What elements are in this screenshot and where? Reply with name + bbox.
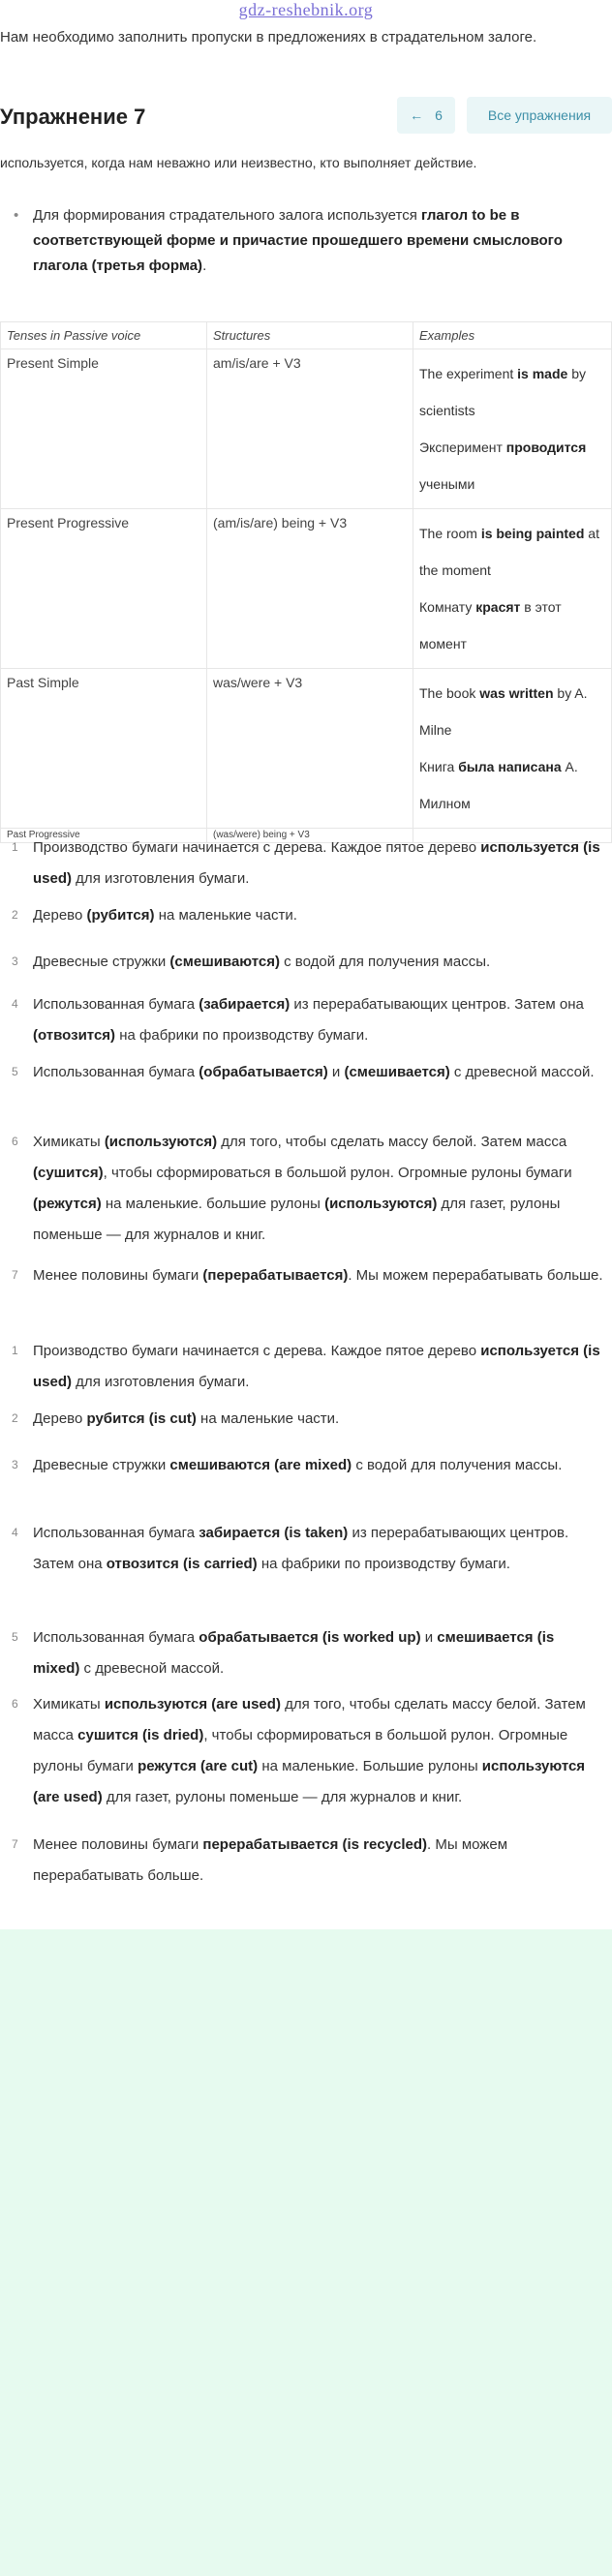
list-item-text: Древесные стружки (смешиваются) с водой для получения массы.: [33, 954, 491, 970]
list-item-number: 3: [12, 1458, 18, 1471]
list-item-number: 4: [12, 997, 18, 1011]
list-item-number: 2: [12, 908, 18, 922]
list-item-number: 4: [12, 1526, 18, 1539]
list-item-text: Древесные стружки смешиваются (are mixed) с водой для получения массы.: [33, 1457, 563, 1473]
list-item-text: Менее половины бумаги перерабатывается (is recycled). Мы можем перерабатывать больше.: [33, 1836, 508, 1884]
rule-bullet: [14, 203, 604, 279]
table-cell-example: The room is being painted at the moment Комнату красят в этот момент: [413, 509, 612, 669]
table-row: [1, 509, 612, 669]
table-cell-tense: Present Simple: [1, 349, 207, 509]
table-cell-tense: Present Progressive: [1, 509, 207, 669]
exercise-header: [0, 97, 612, 141]
table-cell-tense: Past Progressive: [1, 829, 207, 843]
answer-box: [0, 1929, 612, 2576]
all-exercises-label: Все упражнения: [487, 107, 592, 123]
list-item-number: 7: [12, 1837, 18, 1851]
list-item-text: Химикаты используются (are used) для того, чтобы сделать массу белой. Затем масса сушится (is dried), чтобы сформироваться в большой рулон. Огромные рулоны бумаги режутся (are cut) на маленькие. Большие рулоны используются (are used) для газет, рулоны поменьше — для журналов и книг.: [33, 1696, 586, 1805]
all-exercises-button[interactable]: [467, 97, 612, 134]
list-item-number: 3: [12, 955, 18, 968]
list-item-text: Использованная бумага (забирается) из перерабатывающих центров. Затем она (отвозится) на фабрики по производству бумаги.: [33, 996, 584, 1044]
table-cell-example: The book was written by A. Milne Книга была написана А. Милном: [413, 669, 612, 829]
list-item-text: Дерево рубится (is cut) на маленькие части.: [33, 1410, 340, 1427]
bullet-dot-icon: •: [14, 207, 19, 224]
rule-text: используется, когда нам неважно или неизвестно, кто выполняет действие.: [0, 155, 477, 170]
site-watermark-top[interactable]: gdz-reshebnik.org: [238, 0, 374, 19]
table-cell-structure: am/is/are + V3: [207, 349, 413, 509]
table-row: [1, 349, 612, 509]
list-item-text: Использованная бумага (обрабатывается) и (смешивается) с древесной массой.: [33, 1064, 595, 1080]
list-item-text: Производство бумаги начинается с дерева. Каждое пятое дерево используется (is used) для изготовления бумаги.: [33, 1343, 600, 1390]
list-item-number: 5: [12, 1630, 18, 1644]
list-item-number: 6: [12, 1697, 18, 1711]
exercise-title: Упражнение 7: [0, 105, 146, 129]
table-cell-example: The experiment is made by scientists Эксперимент проводится учеными: [413, 349, 612, 509]
list-item-number: 1: [12, 1344, 18, 1357]
list-item-text: Использованная бумага обрабатывается (is worked up) и смешивается (is mixed) с древесной массой.: [33, 1629, 555, 1677]
prev-exercise-label: 6: [435, 107, 443, 123]
grammar-table: [0, 321, 612, 843]
list-item-number: 5: [12, 1065, 18, 1078]
table-header: Tenses in Passive voice: [1, 322, 207, 349]
table-cell-structure: (am/is/are) being + V3: [207, 509, 413, 669]
rule-bullet-text: Для формирования страдательного залога используется глагол to be в соответствующей форме и причастие прошедшего времени смыслового глагола (третья форма).: [33, 207, 563, 274]
table-header-row: [1, 322, 612, 349]
list-item-text: Дерево (рубится) на маленькие части.: [33, 907, 297, 924]
list-item-number: 6: [12, 1135, 18, 1148]
table-header: Examples: [413, 322, 612, 349]
table-cell-structure: was/were + V3: [207, 669, 413, 829]
list-item-text: Производство бумаги начинается с дерева. Каждое пятое дерево используется (is used) для изготовления бумаги.: [33, 839, 600, 887]
table-header: Structures: [207, 322, 413, 349]
list-item-number: 1: [12, 840, 18, 854]
intro-text: Нам необходимо заполнить пропуски в предложениях в страдательном залоге.: [0, 29, 537, 45]
list-item-number: 7: [12, 1268, 18, 1282]
table-cell-structure: (was/were) being + V3: [207, 829, 413, 843]
arrow-left-icon: ←: [410, 107, 424, 123]
list-item-text: Химикаты (используются) для того, чтобы сделать массу белой. Затем масса (сушится), чтобы сформироваться в большой рулон. Огромные рулоны бумаги (режутся) на маленькие. большие рулоны (используются) для газет, рулоны поменьше — для журналов и книг.: [33, 1134, 572, 1243]
list-item-text: Использованная бумага забирается (is taken) из перерабатывающих центров. Затем она отвозится (is carried) на фабрики по производству бумаги.: [33, 1525, 569, 1572]
table-row: [1, 669, 612, 829]
prev-exercise-button[interactable]: [397, 97, 455, 134]
list-item-number: 2: [12, 1411, 18, 1425]
table-cell-tense: Past Simple: [1, 669, 207, 829]
list-item-text: Менее половины бумаги (перерабатывается). Мы можем перерабатывать больше.: [33, 1267, 603, 1284]
